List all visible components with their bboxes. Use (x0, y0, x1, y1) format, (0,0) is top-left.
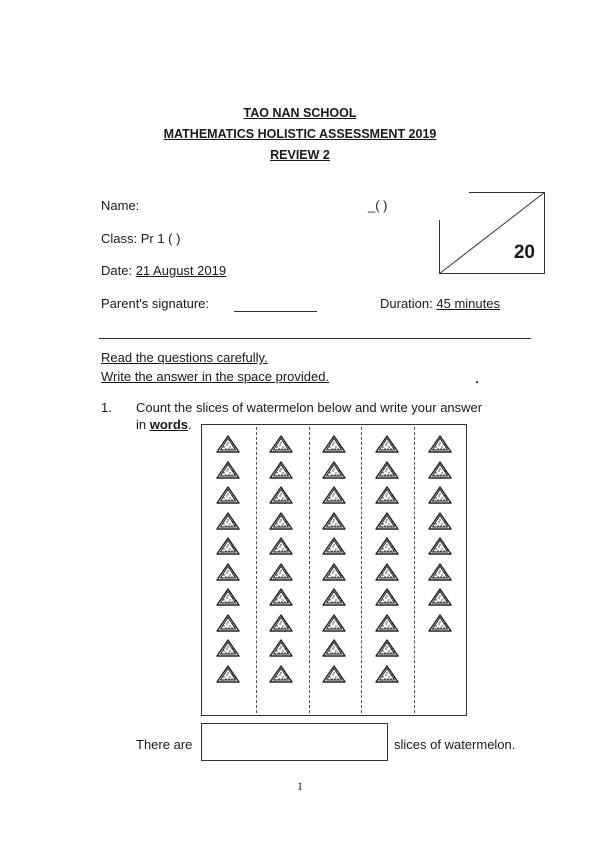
watermelon-slice-icon (321, 587, 347, 607)
question-text-in: in (136, 417, 147, 432)
watermelon-slice-icon (215, 485, 241, 505)
watermelon-slice-icon (427, 460, 453, 480)
date-label: Date: (101, 263, 133, 278)
watermelon-slice-icon (215, 434, 241, 454)
watermelon-slice-icon (268, 434, 294, 454)
watermelon-slice-icon (427, 613, 453, 633)
watermelon-slice-icon (268, 613, 294, 633)
watermelon-slice-icon (215, 536, 241, 556)
score-total: 20 (513, 242, 535, 263)
divider (99, 338, 531, 339)
watermelon-slice-icon (268, 536, 294, 556)
watermelon-slice-icon (374, 511, 400, 531)
duration-row (380, 296, 500, 311)
column-separator (414, 427, 415, 713)
watermelon-slice-icon (427, 485, 453, 505)
watermelon-slice-icon (321, 485, 347, 505)
speck (476, 381, 478, 383)
date-value: 21 August 2019 (135, 263, 227, 278)
page-number: 1 (297, 779, 303, 793)
watermelon-slice-icon (427, 511, 453, 531)
watermelon-slice-icon (321, 562, 347, 582)
watermelon-slice-icon (374, 664, 400, 684)
watermelon-grid (201, 424, 467, 716)
signature-label: Parent's signature: (101, 296, 209, 311)
watermelon-slice-icon (427, 536, 453, 556)
watermelon-slice-icon (374, 562, 400, 582)
watermelon-slice-icon (374, 485, 400, 505)
watermelon-slice-icon (374, 434, 400, 454)
watermelon-slice-icon (374, 613, 400, 633)
question-text-line-1: Count the slices of watermelon below and write your answer (136, 400, 483, 415)
watermelon-slice-icon (374, 638, 400, 658)
question-text-period: . (188, 417, 192, 432)
watermelon-slice-icon (374, 587, 400, 607)
watermelon-slice-icon (215, 613, 241, 633)
watermelon-slice-icon (321, 664, 347, 684)
instruction-line-1: Read the questions carefully. (101, 350, 268, 365)
answer-box[interactable] (201, 723, 388, 761)
watermelon-slice-icon (321, 536, 347, 556)
watermelon-slice-icon (268, 511, 294, 531)
watermelon-slice-icon (268, 485, 294, 505)
name-label: Name: (101, 198, 140, 213)
watermelon-slice-icon (321, 613, 347, 633)
watermelon-slice-icon (427, 434, 453, 454)
watermelon-slice-icon (215, 587, 241, 607)
column-separator (256, 427, 257, 713)
column-separator (309, 427, 310, 713)
watermelon-slice-icon (215, 638, 241, 658)
watermelon-slice-icon (268, 664, 294, 684)
question-text-words: words (149, 417, 189, 432)
class-label: Class: Pr 1 ( ) (101, 231, 181, 246)
watermelon-slice-icon (321, 434, 347, 454)
watermelon-slice-icon (427, 562, 453, 582)
watermelon-slice-icon (268, 587, 294, 607)
answer-prefix: There are (136, 737, 193, 752)
column-separator (361, 427, 362, 713)
signature-line (234, 311, 317, 312)
watermelon-slice-icon (321, 511, 347, 531)
question-text-line-2 (136, 417, 192, 432)
watermelon-slice-icon (215, 460, 241, 480)
school-name: TAO NAN SCHOOL (243, 106, 357, 120)
answer-suffix: slices of watermelon. (394, 737, 516, 752)
duration-value: 45 minutes (436, 296, 500, 311)
question-number: 1. (101, 400, 112, 415)
watermelon-slice-icon (215, 562, 241, 582)
instruction-line-2: Write the answer in the space provided. (101, 369, 330, 384)
index-blank: _( ) (368, 198, 388, 213)
watermelon-slice-icon (374, 460, 400, 480)
score-box (439, 192, 545, 274)
review-title: REVIEW 2 (270, 148, 330, 162)
assessment-title: MATHEMATICS HOLISTIC ASSESSMENT 2019 (163, 127, 437, 141)
watermelon-slice-icon (427, 587, 453, 607)
watermelon-slice-icon (215, 511, 241, 531)
watermelon-slice-icon (215, 664, 241, 684)
duration-label: Duration: (380, 296, 433, 311)
watermelon-slice-icon (321, 638, 347, 658)
watermelon-slice-icon (268, 562, 294, 582)
watermelon-slice-icon (374, 536, 400, 556)
watermelon-slice-icon (268, 460, 294, 480)
date-row (101, 263, 226, 278)
watermelon-slice-icon (321, 460, 347, 480)
watermelon-slice-icon (268, 638, 294, 658)
